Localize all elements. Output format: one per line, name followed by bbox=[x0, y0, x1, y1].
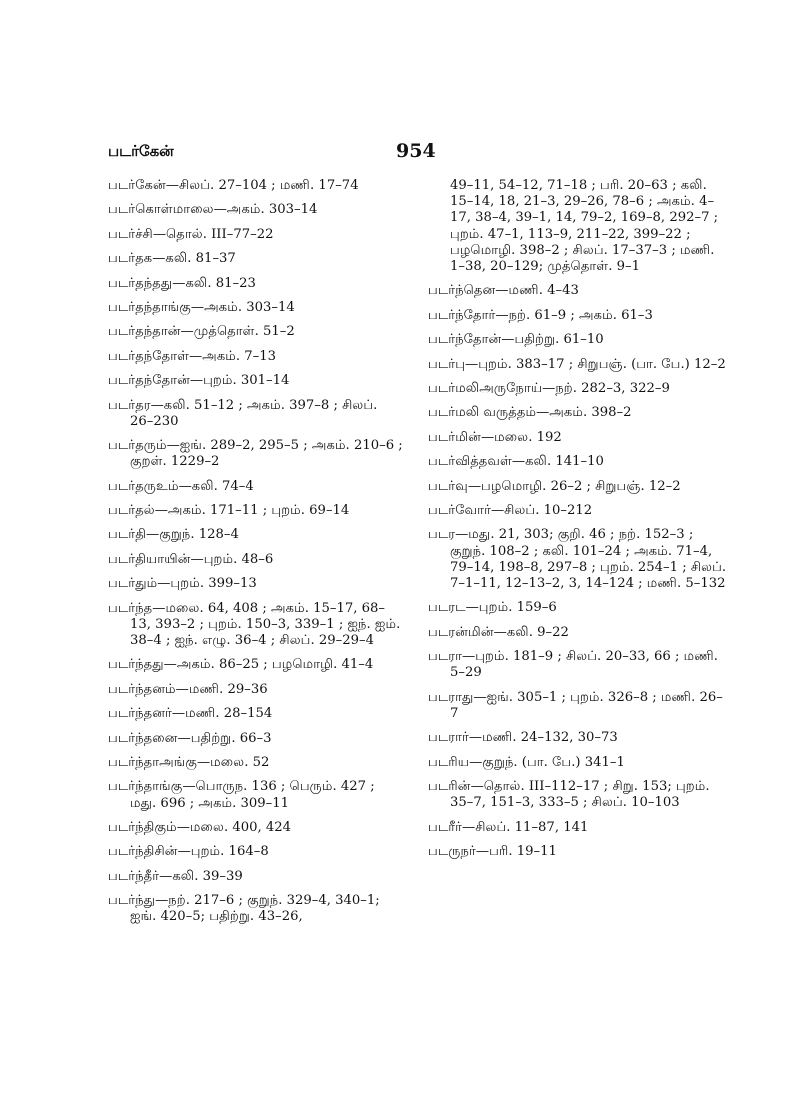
index-entry: படர்ந்தோர்—நற். 61–9 ; அகம். 61–3 bbox=[428, 307, 653, 323]
index-entry: படரின்—தொல். III–112–17 ; சிறு. 153; புறம். 35–7, 151–3, 333–5 ; சிலப். 10–103 bbox=[428, 779, 710, 811]
index-entry: படர்தி—குறுந். 128–4 bbox=[108, 527, 239, 543]
index-entry: படரார்—மணி. 24–132, 30–73 bbox=[428, 730, 618, 746]
index-entry-continuation: 49–11, 54–12, 71–18 ; பரி. 20–63 ; கலி. 15–14, 18, 21–3, 29–26, 78–6 ; அகம். 4–17, 38–4, 39–1, 14, 79–2, 169–8, 292–7 ; புறம். 47–1, 113–9, 211–22, 399–22 ; பழமொழி. 398–2 ; சிலப். 17–37–3 ; மணி. 1–38, 20–129; முத்தொள். 9–1 bbox=[450, 178, 719, 275]
index-entry: படர்கொள்மாலை—அகம். 303–14 bbox=[108, 202, 318, 218]
index-entry: படர்தருஉம்—கலி. 74–4 bbox=[108, 478, 254, 494]
index-entry: படர்மலிஅருநோய்—நற். 282–3, 322–9 bbox=[428, 380, 670, 396]
index-entry: படராது—ஐங். 305–1 ; புறம். 326–8 ; மணி. 26–7 bbox=[428, 689, 723, 721]
index-entry: படர்தர—கலி. 51–12 ; அகம். 397–8 ; சிலப். 26–230 bbox=[108, 397, 378, 429]
page-header bbox=[108, 140, 678, 168]
index-entry: படர்ந்திசின்—புறம். 164–8 bbox=[108, 844, 269, 860]
index-entry: படரிய—குறுந். (பா. பே.) 341–1 bbox=[428, 754, 625, 770]
index-entry: படர்பு—புறம். 383–17 ; சிறுபஞ். (பா. பே.) 12–2 bbox=[428, 356, 726, 372]
left-column bbox=[108, 178, 404, 934]
index-entry: படர்வோர்—சிலப். 10–212 bbox=[428, 502, 593, 518]
index-entry: படர்ந்தனர்—மணி. 28–154 bbox=[108, 706, 273, 722]
index-entry: படர்வு—பழமொழி. 26–2 ; சிறுபஞ். 12–2 bbox=[428, 478, 681, 494]
index-entry: படர்ந்தனம்—மணி. 29–36 bbox=[108, 681, 268, 697]
index-entry: படர்ந்தீர்—கலி. 39–39 bbox=[108, 868, 243, 884]
index-entry: படர்ந்தனை—பதிற்று. 66–3 bbox=[108, 730, 272, 746]
index-entry: படர்ச்சி—தொல். III–77–22 bbox=[108, 226, 274, 242]
index-entry: படர்மின்—மலை. 192 bbox=[428, 429, 562, 445]
index-entry: படரீர்—சிலப். 11–87, 141 bbox=[428, 819, 589, 835]
page-number: 954 bbox=[396, 140, 436, 162]
index-entry: படர்ந்தென—மணி. 4–43 bbox=[428, 283, 579, 299]
index-entry: படர்தந்தோள்—அகம். 7–13 bbox=[108, 348, 277, 364]
index-entry: படர்ந்தாங்கு—பொருந. 136 ; பெரும். 427 ; மது. 696 ; அகம். 309–11 bbox=[108, 779, 375, 811]
index-entry: படர்தல்—அகம். 171–11 ; புறம். 69–14 bbox=[108, 503, 350, 519]
index-entry: படர்ந்து—நற். 217–6 ; குறுந். 329–4, 340–1; ஐங். 420–5; பதிற்று. 43–26, bbox=[108, 893, 380, 925]
index-entry: படர்தக—கலி. 81–37 bbox=[108, 251, 236, 267]
index-entry: படர்மலி வருத்தம்—அகம். 398–2 bbox=[428, 405, 632, 421]
index-entry: படர்ந்தது—அகம். 86–25 ; பழமொழி. 41–4 bbox=[108, 657, 374, 673]
index-entry: படர்ந்திகும்—மலை. 400, 424 bbox=[108, 820, 292, 835]
index-entry: படரட—புறம். 159–6 bbox=[428, 600, 557, 616]
index-entry: படர்தந்தோன்—புறம். 301–14 bbox=[108, 373, 290, 389]
index-entry: படர்தியாயின்—புறம். 48–6 bbox=[108, 551, 274, 567]
index-entry: படரன்மின்—கலி. 9–22 bbox=[428, 624, 569, 640]
right-column bbox=[428, 178, 728, 868]
index-entry: படருநர்—பரி. 19–11 bbox=[428, 844, 557, 860]
index-entry: படர்தந்தது—கலி. 81–23 bbox=[108, 275, 256, 291]
index-entry: படர்ந்த—மலை. 64, 408 ; அகம். 15–17, 68–13, 393–2 ; புறம். 150–3, 339–1 ; ஐந். ஐம். 38–4 ; ஐந். எழு. 36–4 ; சிலப். 29–29–4 bbox=[108, 600, 401, 649]
running-headword: படர்கேன் bbox=[108, 142, 174, 160]
index-entry: படரா—புறம். 181–9 ; சிலப். 20–33, 66 ; மணி. 5–29 bbox=[428, 649, 719, 681]
index-entry: படர்தும்—புறம். 399–13 bbox=[108, 576, 257, 592]
index-entry: படர—மது. 21, 303; குறி. 46 ; நற். 152–3 ; குறுந். 108–2 ; கலி. 101–24 ; அகம். 71–4, 79–14, 198–8, 297–8 ; புறம். 254–1 ; சிலப். 7–1–11, 12–13–2, 3, 14–124 ; மணி. 5–132 bbox=[428, 527, 727, 591]
index-entry: படர்தந்தான்—முத்தொள். 51–2 bbox=[108, 324, 295, 340]
index-entry: படர்கேன்—சிலப். 27–104 ; மணி. 17–74 bbox=[108, 178, 359, 193]
index-entry: படர்தந்தாங்கு—அகம். 303–14 bbox=[108, 299, 295, 315]
index-entry: படர்ந்தோன்—பதிற்று. 61–10 bbox=[428, 332, 604, 348]
index-entry: படர்தரும்—ஐங். 289–2, 295–5 ; அகம். 210–6 ; குறள். 1229–2 bbox=[108, 438, 403, 470]
index-entry: படர்வித்தவள்—கலி. 141–10 bbox=[428, 454, 604, 470]
index-entry: படர்ந்தாஅங்கு—மலை. 52 bbox=[108, 755, 270, 771]
